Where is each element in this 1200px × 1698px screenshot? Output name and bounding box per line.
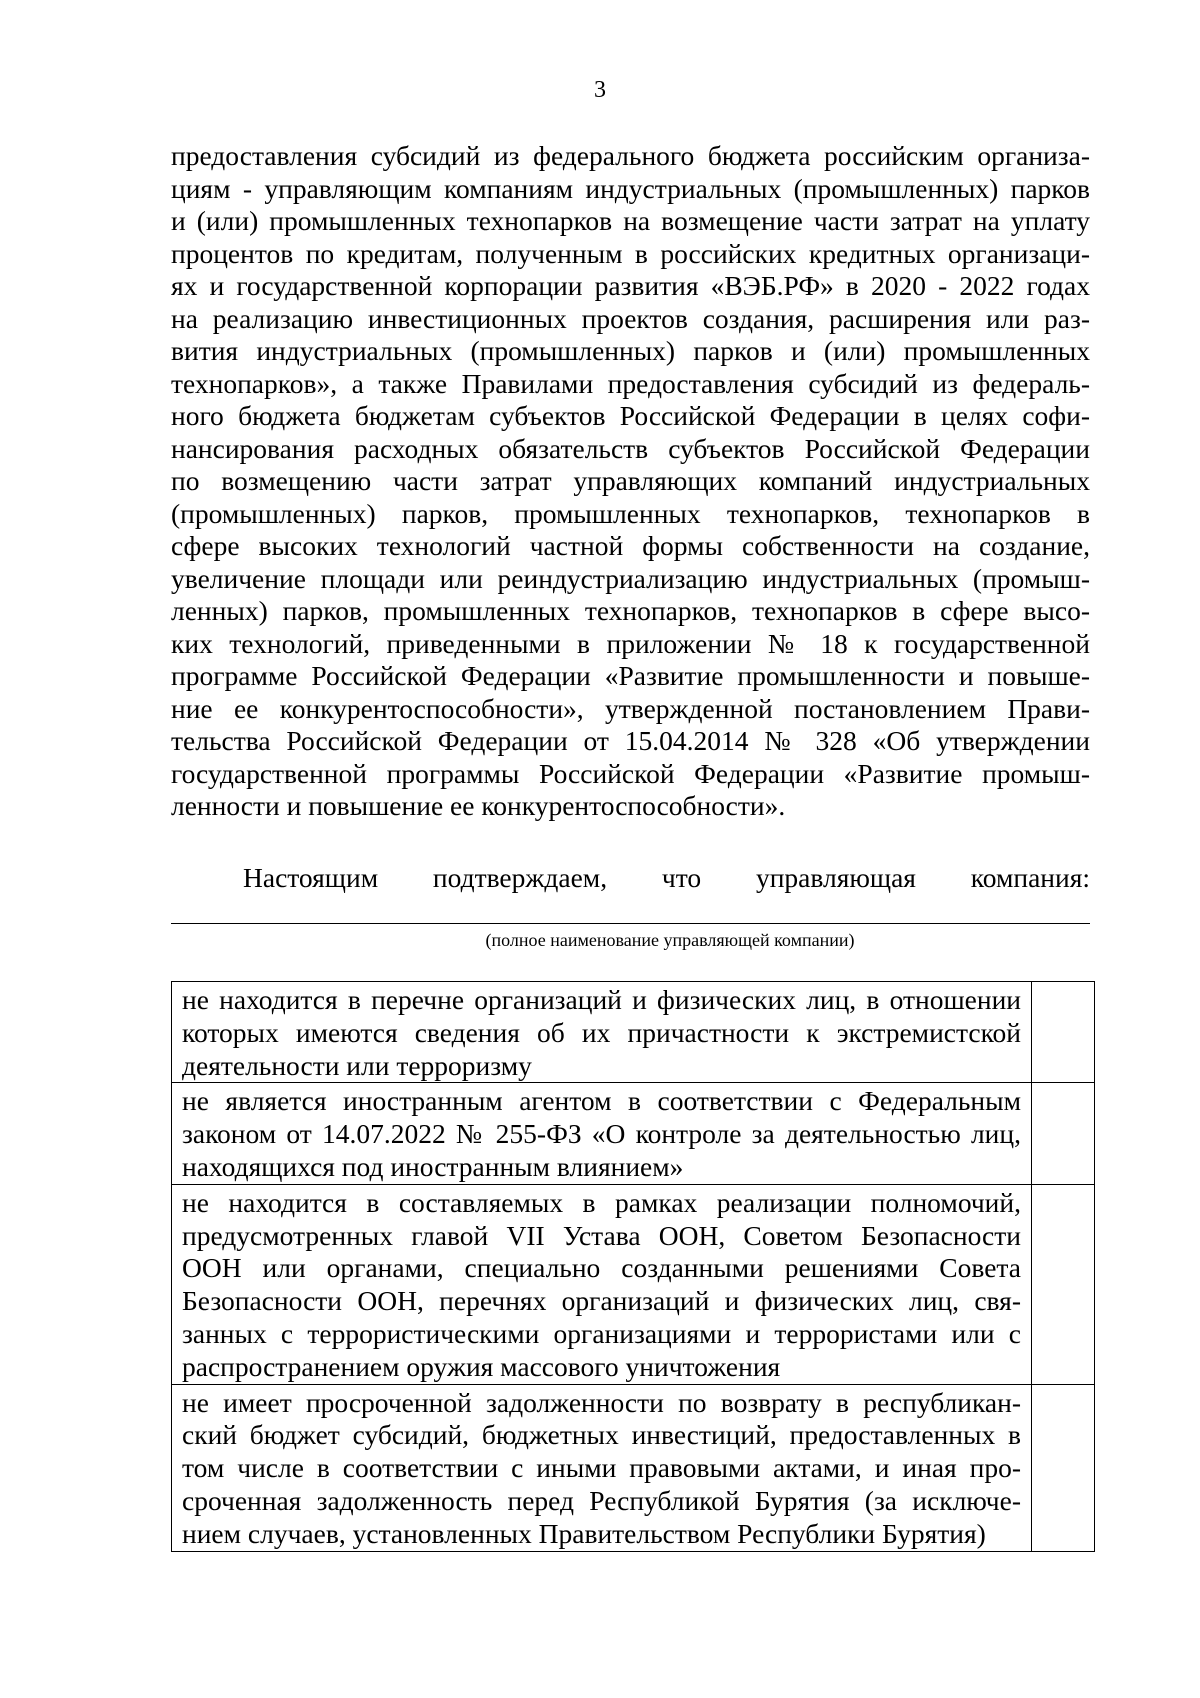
conditions-table [171,981,1095,1552]
body-line: ние ее конкурентоспособности», утвержденной постановлением Прави- [171,692,1090,724]
confirmation-word: подтверждаем, [432,862,608,893]
condition-row [172,982,1095,1083]
body-line: предоставления субсидий из федерального бюджета российским организа- [171,140,1090,171]
condition-mark-cell[interactable] [1032,982,1095,1083]
body-line: ях и государственной корпорации развития «ВЭБ.РФ» в 2020 - 2022 годах [171,270,1090,301]
condition-line: не имеет просроченной задолженности по возврату в республикан- [182,1386,1021,1418]
condition-text-cell [172,1384,1032,1551]
condition-line: ООН или органами, специально созданными решениями Совета [182,1252,1021,1284]
body-line: программе Российской Федерации «Развитие промышленности и повыше- [171,660,1090,691]
body-line: увеличение площади или реиндустриализацию индустриальных (промыш- [171,562,1090,594]
body-line: нансирования расходных обязательств субъектов Российской Федерации [171,432,1090,464]
condition-text-cell [172,1083,1032,1184]
condition-mark-cell[interactable] [1032,1083,1095,1184]
company-name-caption: (полное наименование управляющей компании) [485,930,855,950]
condition-mark-cell[interactable] [1032,1184,1095,1384]
condition-row [172,1083,1095,1184]
condition-line: нием случаев, установленных Правительством Республики Бурятия) [182,1517,986,1549]
body-line: технопарков», а также Правилами предоставления субсидий из федераль- [171,367,1090,399]
condition-line: не является иностранным агентом в соответствии с Федеральным [182,1085,1021,1117]
condition-line: том числе в соответствии с иными правовыми актами, и иная про- [182,1452,1021,1484]
body-line: циям - управляющим компаниям индустриальных (промышленных) парков [171,172,1090,204]
confirmation-line [243,862,1090,894]
condition-line: находящихся под иностранным влиянием» [182,1150,684,1182]
condition-line: ский бюджет субсидий, бюджетных инвестиций, предоставленных в [182,1419,1021,1451]
body-line: сфере высоких технологий частной формы собственности на создание, [171,530,1090,561]
body-line: тельства Российской Федерации от 15.04.2014 № 328 «Об утверждении [171,725,1090,756]
condition-line: занных с террористическими организациями и террористами или с [182,1317,1021,1349]
condition-row [172,1184,1095,1384]
condition-line: не находится в составляемых в рамках реализации полномочий, [182,1186,1021,1218]
confirmation-word: компания: [970,862,1091,893]
condition-mark-cell[interactable] [1032,1384,1095,1551]
condition-line: законом от 14.07.2022 № 255-ФЗ «О контроле за деятельностью лиц, [182,1118,1021,1150]
body-line: ленности и повышение ее конкурентоспособности». [171,790,786,821]
condition-line: распространением оружия массового уничтожения [182,1350,781,1382]
body-line: (промышленных) парков, промышленных технопарков, технопарков в [171,497,1090,529]
confirmation-word: что [661,862,702,893]
company-name-fill-line[interactable] [171,923,1090,924]
body-line: ленных) парков, промышленных технопарков, технопарков в сфере высо- [171,595,1090,626]
body-line: по возмещению части затрат управляющих компаний индустриальных [171,465,1090,496]
body-line: и (или) промышленных технопарков на возмещение части затрат на уплату [171,205,1090,236]
body-line: процентов по кредитам, полученным в российских кредитных организаци- [171,237,1090,269]
condition-row [172,1384,1095,1551]
condition-text-cell [172,982,1032,1083]
confirmation-word: управляющая [755,862,916,893]
condition-line: деятельности или терроризму [182,1049,532,1081]
body-line: вития индустриальных (промышленных) парков и (или) промышленных [171,335,1090,366]
body-paragraph [171,140,1090,823]
condition-line: не находится в перечне организаций и физических лиц, в отношении [182,984,1021,1015]
body-line: государственной программы Российской Федерации «Развитие промыш- [171,757,1090,789]
confirmation-word: Настоящим [243,862,379,893]
body-line: ного бюджета бюджетам субъектов Российской Федерации в целях софи- [171,400,1090,431]
condition-line: Безопасности ООН, перечнях организаций и физических лиц, свя- [182,1285,1021,1317]
condition-text-cell [172,1184,1032,1384]
page-number: 3 [594,77,606,103]
condition-line: сроченная задолженность перед Республикой Бурятия (за исключе- [182,1484,1021,1516]
condition-line: предусмотренных главой VII Устава ООН, Советом Безопасности [182,1219,1021,1251]
body-line: ких технологий, приведенными в приложении № 18 к государственной [171,627,1090,659]
body-line: на реализацию инвестиционных проектов создания, расширения или раз- [171,302,1090,334]
condition-line: которых имеются сведения об их причастности к экстремистской [182,1016,1021,1048]
